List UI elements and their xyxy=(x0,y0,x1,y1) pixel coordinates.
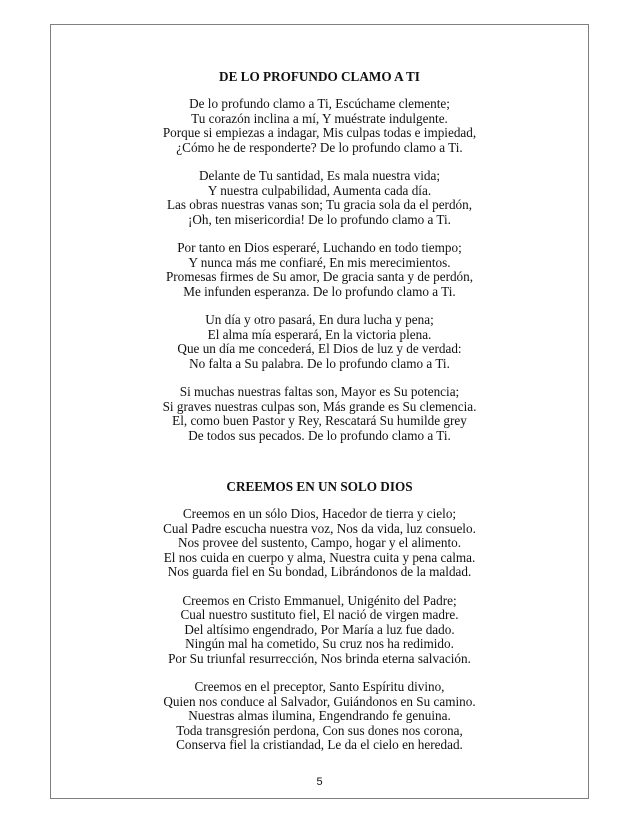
verse-line: Promesas firmes de Su amor, De gracia santa y de perdón, xyxy=(165,269,474,284)
verse xyxy=(50,680,589,753)
verse-line: ¿Cómo he de responderte? De lo profundo clamo a Ti. xyxy=(176,139,463,155)
verse-line: Porque si empiezas a indagar, Mis culpas todas e impiedad, xyxy=(162,125,477,140)
verse-line: Nuestras almas ilumina, Engendrando fe genuina. xyxy=(188,708,451,723)
verse-line: Me infunden esperanza. De lo profundo clamo a Ti. xyxy=(183,283,456,299)
document-body xyxy=(50,69,589,767)
verse-line: Creemos en Cristo Emmanuel, Unigénito del Padre; xyxy=(182,592,457,608)
verse-line: No falta a Su palabra. De lo profundo clamo a Ti. xyxy=(189,355,450,371)
verse-line: Y nuestra culpabilidad, Aumenta cada día. xyxy=(207,182,432,198)
verse-line: Ningún mal ha cometido, Su cruz nos ha redimido. xyxy=(185,636,454,651)
verse-line: Del altísimo engendrado, Por María a luz fue dado. xyxy=(184,621,455,637)
verse-line: Si muchas nuestras faltas son, Mayor es Su potencia; xyxy=(179,384,460,399)
verse-line: Nos provee del sustento, Campo, hogar y el alimento. xyxy=(177,535,462,550)
verse xyxy=(50,385,589,443)
verse-line: Tu corazón inclina a mí, Y muéstrate indulgente. xyxy=(191,110,448,126)
verse-line: Las obras nuestras vanas son; Tu gracia sola da el perdón, xyxy=(166,197,473,212)
verse-line: Cual nuestro sustituto fiel, El nació de virgen madre. xyxy=(180,607,459,622)
verse xyxy=(50,169,589,227)
verse-line: Por Su triunfal resurrección, Nos brinda eterna salvación. xyxy=(168,650,471,666)
verse-line: Cual Padre escucha nuestra voz, Nos da vida, luz consuelo. xyxy=(163,520,476,536)
verse-line: Toda transgresión perdona, Con sus dones nos corona, xyxy=(176,722,463,738)
verse-line: Un día y otro pasará, En dura lucha y pena; xyxy=(205,312,434,327)
verse xyxy=(50,594,589,667)
song-title: DE LO PROFUNDO CLAMO A TI xyxy=(219,69,420,84)
verse-line: El alma mía esperará, En la victoria plena. xyxy=(207,326,432,342)
verse xyxy=(50,97,589,155)
verse-line: De lo profundo clamo a Ti, Escúchame clemente; xyxy=(189,96,450,111)
verse-line: El nos cuida en cuerpo y alma, Nuestra cuita y pena calma. xyxy=(163,549,476,565)
verse-line: Creemos en un sólo Dios, Hacedor de tierra y cielo; xyxy=(182,506,457,521)
verse-line: Quien nos conduce al Salvador, Guiándonos en Su camino. xyxy=(163,693,476,709)
verse-line: Nos guarda fiel en Su bondad, Librándonos de la maldad. xyxy=(167,564,472,579)
verse-line: Si graves nuestras culpas son, Más grande es Su clemencia. xyxy=(162,398,477,414)
song xyxy=(50,479,589,753)
verse-line: Conserva fiel la cristiandad, Le da el cielo en heredad. xyxy=(176,737,463,752)
song-title: CREEMOS EN UN SOLO DIOS xyxy=(226,479,413,494)
verse xyxy=(50,507,589,580)
verse-line: Delante de Tu santidad, Es mala nuestra vida; xyxy=(199,168,440,183)
verse-line: Y nunca más me confiaré, En mis merecimientos. xyxy=(188,254,451,270)
page-number: 5 xyxy=(316,776,323,788)
song-separator xyxy=(50,457,589,479)
verse-line: El, como buen Pastor y Rey, Rescatará Su humilde grey xyxy=(172,413,467,428)
verse-line: Que un día me concederá, El Dios de luz y de verdad: xyxy=(177,341,462,356)
verse xyxy=(50,241,589,299)
verse-line: De todos sus pecados. De lo profundo clamo a Ti. xyxy=(188,427,451,443)
song xyxy=(50,69,589,443)
verse-line: Por tanto en Dios esperaré, Luchando en todo tiempo; xyxy=(177,240,462,255)
verse xyxy=(50,313,589,371)
verse-line: ¡Oh, ten misericordia! De lo profundo clamo a Ti. xyxy=(188,211,451,227)
verse-line: Creemos en el preceptor, Santo Espíritu divino, xyxy=(194,679,445,694)
